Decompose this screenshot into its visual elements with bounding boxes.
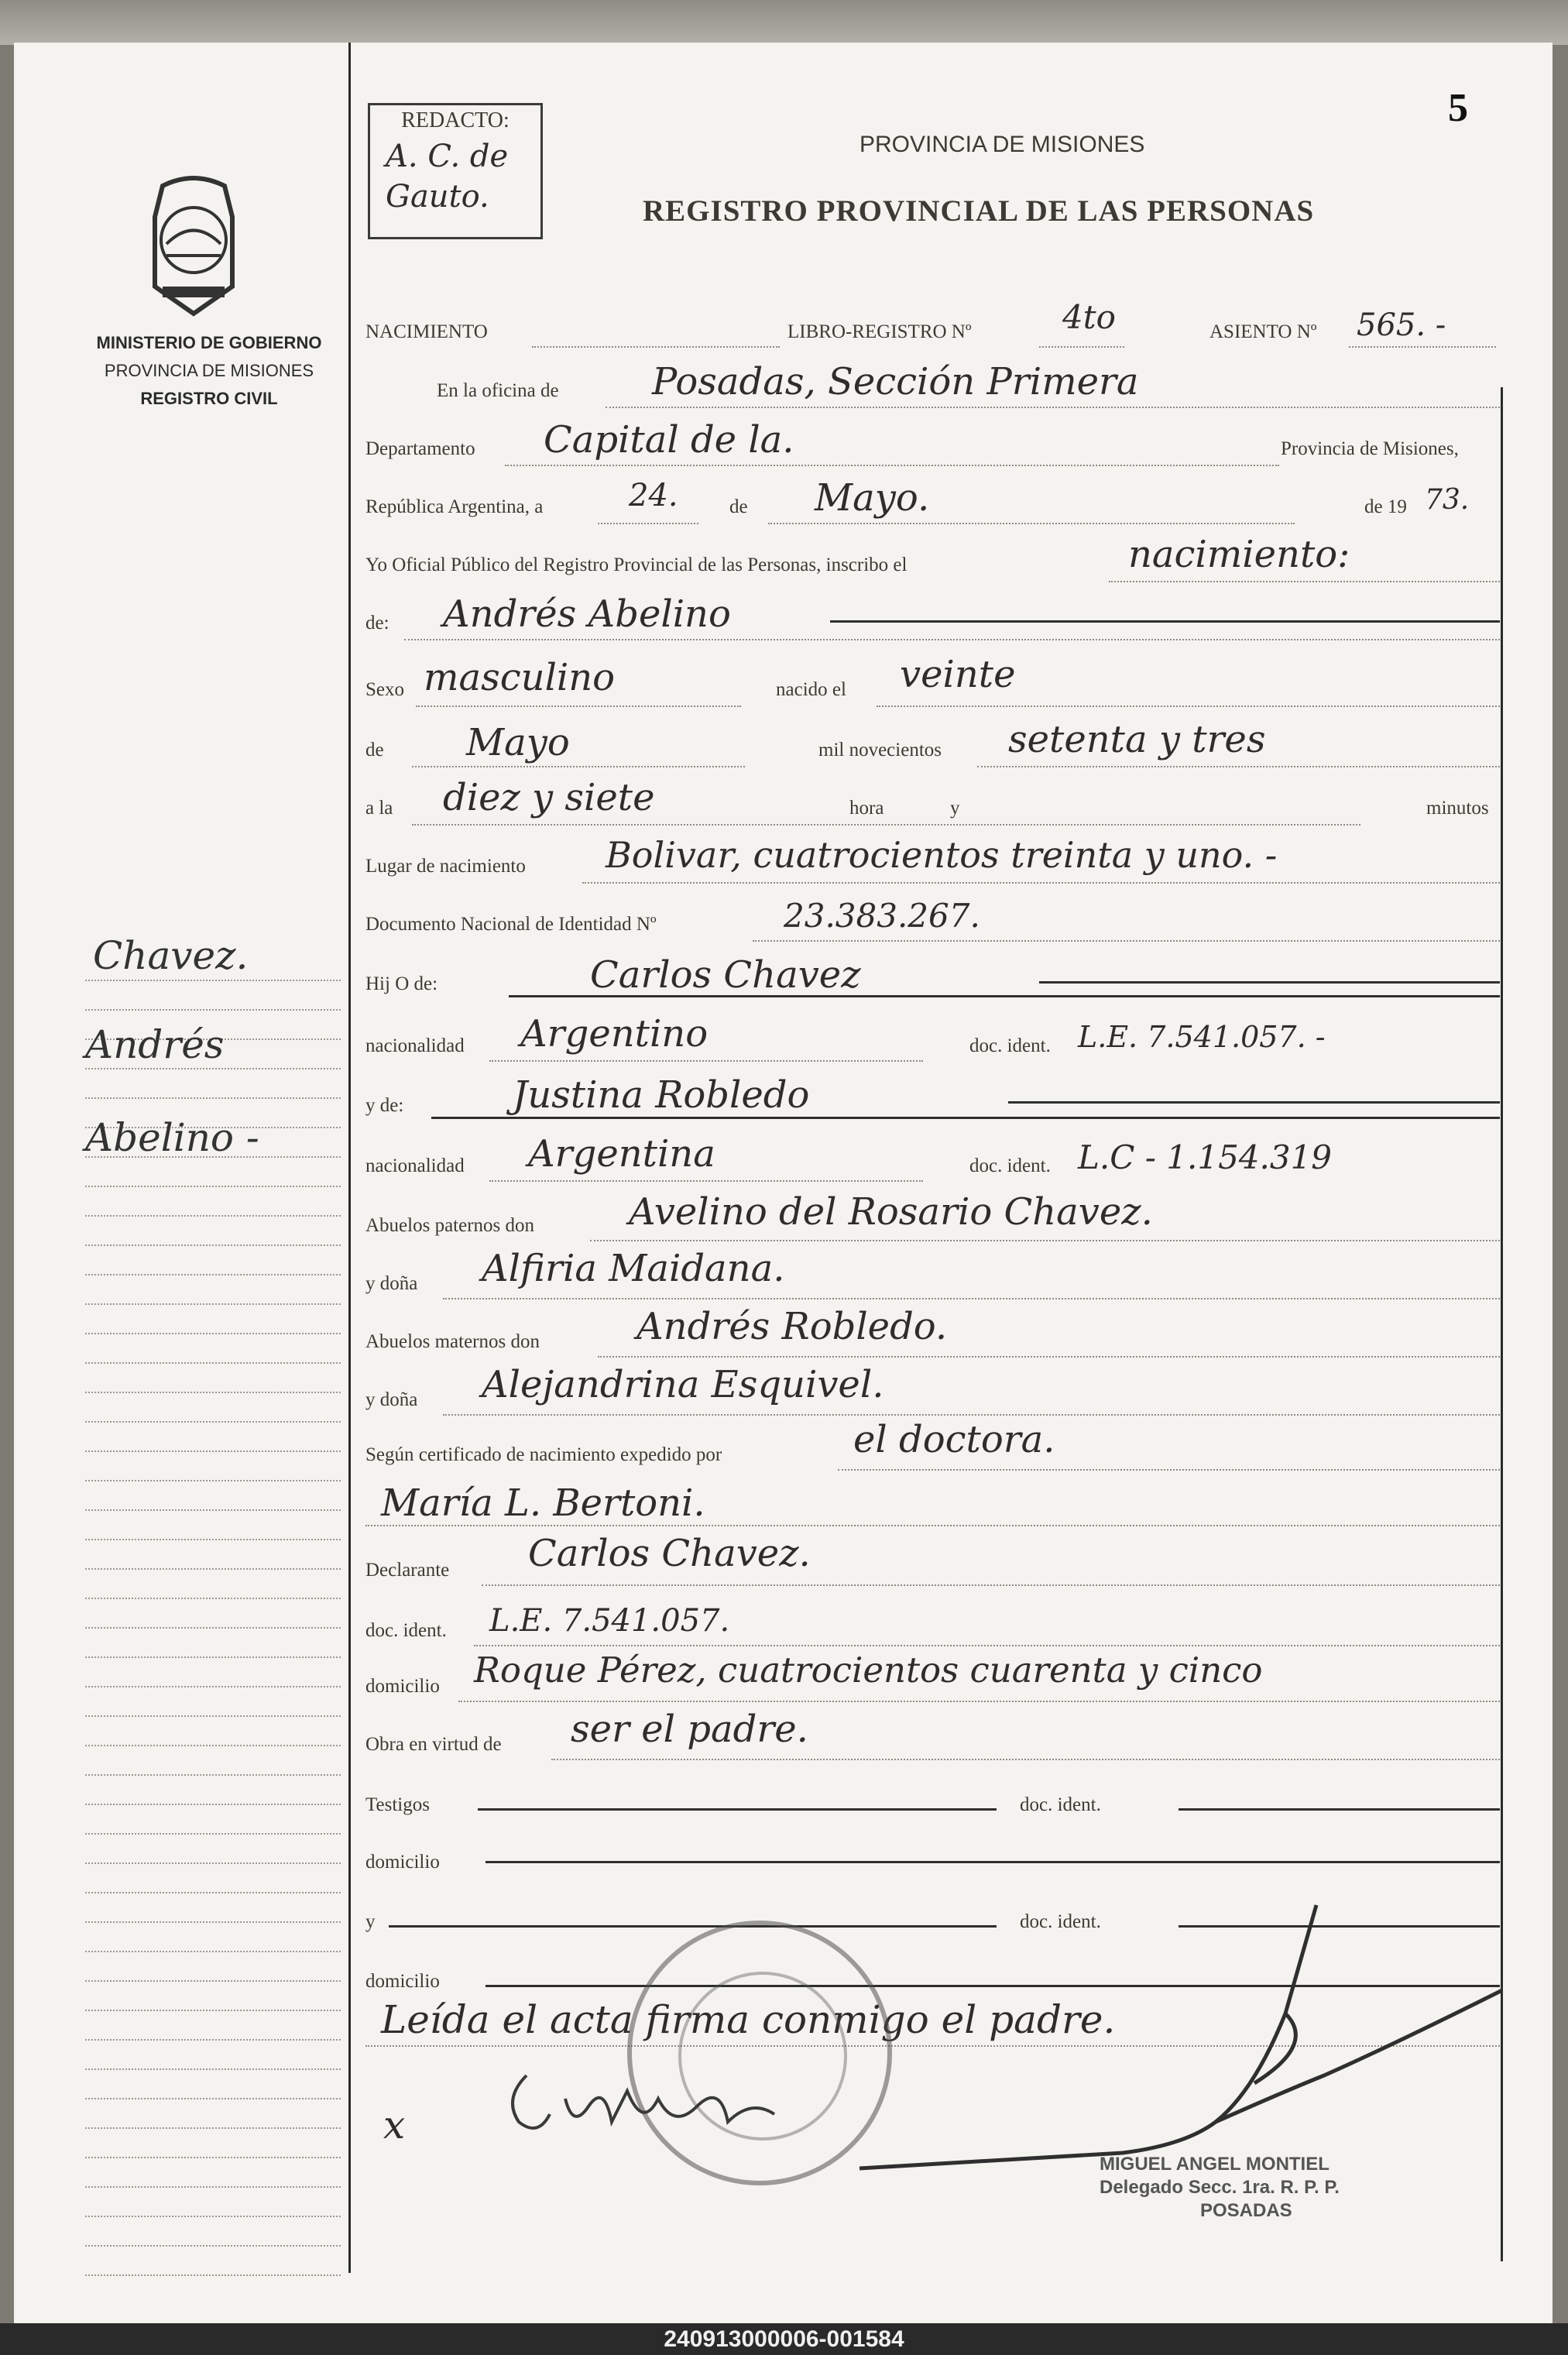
asiento-label: ASIENTO Nº	[1209, 321, 1317, 342]
margin-ruled-line	[85, 1980, 341, 1982]
page-number: 5	[1448, 86, 1468, 130]
margin-ruled-line	[85, 1656, 341, 1658]
row-nac1	[365, 1012, 1504, 1065]
margin-ruled-line	[85, 1715, 341, 1717]
sexo-label: Sexo	[365, 679, 404, 700]
margin-ruled-line	[85, 1421, 341, 1423]
margin-ruled-line	[85, 2098, 341, 2099]
padre-value: Carlos Chavez	[590, 953, 861, 997]
leida-value: Leída el acta firma conmigo el padre.	[381, 1997, 1116, 2042]
margin-ruled-line	[85, 1627, 341, 1629]
doc3-line	[474, 1645, 1500, 1646]
yde-label: y de:	[365, 1095, 404, 1116]
abm-line	[598, 1356, 1500, 1358]
row-testigos	[365, 1777, 1504, 1824]
yo-label: Yo Oficial Público del Registro Provincial de las Personas, inscribo el	[365, 554, 908, 575]
declarante-value: Carlos Chavez.	[528, 1532, 811, 1575]
domicilio2-label: domicilio	[365, 1852, 440, 1873]
margin-ruled-line	[85, 2216, 341, 2217]
asiento-line	[1349, 346, 1496, 348]
margin-ruled-line	[85, 1921, 341, 1923]
row-oficina	[365, 360, 1504, 414]
nac1-line	[489, 1060, 923, 1062]
doc2-value: L.C - 1.154.319	[1078, 1138, 1333, 1176]
republica-label: República Argentina, a	[365, 496, 544, 517]
margin-ruled-line	[85, 1068, 341, 1069]
margin-ruled-line	[85, 1009, 341, 1011]
row-lugar	[365, 834, 1504, 887]
margin-ruled-line	[85, 1097, 341, 1099]
margin-ruled-line	[85, 1509, 341, 1511]
libro-value: 4to	[1062, 298, 1116, 336]
nac1-label: nacionalidad	[365, 1035, 465, 1056]
declarante-line	[482, 1584, 1500, 1586]
row-dni	[365, 898, 1504, 945]
dni-value: 23.383.267.	[784, 897, 980, 935]
margin-ruled-line	[85, 2157, 341, 2158]
margin-ruled-line	[85, 1480, 341, 1481]
margin-ruled-line	[85, 1745, 341, 1746]
domicilio-value: Roque Pérez, cuatrocientos cuarenta y cinco	[474, 1650, 1263, 1691]
lugar-value: Bolivar, cuatrocientos treinta y uno. -	[606, 834, 1278, 876]
redacto-value: A. C. de Gauto.	[386, 139, 509, 215]
margin-ruled-line	[85, 1333, 341, 1334]
row-hora	[365, 776, 1504, 829]
margin-ruled-line	[85, 1392, 341, 1393]
row-departamento	[365, 418, 1504, 472]
margin-ruled-line	[85, 1362, 341, 1364]
padre-solid-line	[1039, 981, 1500, 984]
row-certificado	[365, 1418, 1504, 1475]
nac1-value: Argentino	[520, 1012, 709, 1056]
obra-line	[551, 1759, 1500, 1760]
dia-line	[598, 523, 698, 524]
row-abuela-materna	[365, 1363, 1504, 1417]
ala-label: a la	[365, 798, 393, 819]
abp-value: Avelino del Rosario Chavez.	[629, 1190, 1153, 1234]
lugar-label: Lugar de nacimiento	[365, 856, 526, 877]
asiento-value: 565. -	[1357, 307, 1446, 343]
abm-label: Abuelos maternos don	[365, 1331, 540, 1352]
anio2-line	[977, 766, 1500, 767]
ydona2-label: y doña	[365, 1389, 418, 1410]
official-name: MIGUEL ANGEL MONTIEL	[1100, 2154, 1330, 2175]
abp2-value: Alfiria Maidana.	[482, 1247, 785, 1290]
margin-ruled-line	[85, 1774, 341, 1776]
obra-label: Obra en virtud de	[365, 1734, 502, 1755]
anio-label: de 19	[1364, 496, 1407, 517]
sexo-value: masculino	[424, 656, 616, 699]
nac2-line	[489, 1180, 923, 1182]
margin-ruled-line	[85, 1804, 341, 1805]
margin-divider	[348, 43, 351, 2273]
nacimiento-line	[532, 346, 780, 348]
segun-label: Según certificado de nacimiento expedido por	[365, 1444, 722, 1465]
minutos-label: minutos	[1426, 798, 1489, 819]
dni-label: Documento Nacional de Identidad Nº	[365, 914, 657, 935]
docident4-label: doc. ident.	[1020, 1794, 1101, 1815]
y2-label: y	[365, 1911, 376, 1932]
hora-value: diez y siete	[443, 776, 655, 819]
hijo-label: Hij O de:	[365, 973, 438, 994]
abp-line	[590, 1240, 1500, 1241]
nac2-value: Argentina	[528, 1132, 715, 1176]
margin-ruled-line	[85, 2186, 341, 2188]
nombre-line	[404, 639, 1500, 640]
docident4-line	[1179, 1808, 1500, 1811]
abp-label: Abuelos paternos don	[365, 1215, 535, 1236]
hora-label: hora	[849, 798, 884, 819]
margin-ruled-line	[85, 1303, 341, 1305]
margin-ruled-line	[85, 1951, 341, 1952]
de-label-3: de	[365, 740, 384, 760]
sexo-line	[416, 705, 741, 707]
redacto-box	[368, 103, 543, 239]
ministry-line-1: MINISTERIO DE GOBIERNO	[96, 333, 322, 352]
row-nombre	[365, 592, 1504, 647]
nacido-value: veinte	[900, 653, 1016, 696]
de-label: de	[729, 496, 748, 517]
docident3-label: doc. ident.	[365, 1620, 447, 1641]
domicilio-line	[458, 1701, 1500, 1702]
margin-surname: Chavez.	[93, 933, 249, 978]
ministry-block	[70, 329, 348, 413]
anio2-value: setenta y tres	[1008, 718, 1266, 761]
nombre-solid-line	[830, 620, 1500, 623]
abp2-line	[443, 1298, 1500, 1299]
nac2-label: nacionalidad	[365, 1155, 465, 1176]
row-nacimiento	[365, 298, 1504, 360]
ministry-line-3: REGISTRO CIVIL	[140, 389, 278, 408]
row-domicilio	[365, 1650, 1504, 1704]
redacto-label: REDACTO:	[401, 108, 510, 132]
libro-line	[1039, 346, 1124, 348]
anio-value: 73.	[1425, 484, 1470, 516]
footer-id: 240913000006-001584	[0, 2323, 1568, 2355]
row-declarante	[365, 1532, 1504, 1588]
margin-ruled-line	[85, 1450, 341, 1452]
docident-label: doc. ident.	[969, 1035, 1051, 1056]
nacido-line	[877, 705, 1500, 707]
domicilio3-label: domicilio	[365, 1971, 440, 1992]
domicilio2-line	[485, 1861, 1500, 1863]
oficina-value: Posadas, Sección Primera	[652, 360, 1139, 403]
row-inscribo	[365, 533, 1504, 589]
inscribo-value: nacimiento:	[1128, 533, 1350, 576]
mes-value: Mayo.	[815, 476, 930, 520]
docident5-label: doc. ident.	[1020, 1911, 1101, 1932]
madre-line	[431, 1117, 1500, 1119]
row-abuelos-paternos	[365, 1190, 1504, 1243]
mes-line	[768, 523, 1295, 524]
dni-line	[753, 940, 1500, 942]
margin-ruled-line	[85, 2127, 341, 2129]
declarante-label: Declarante	[365, 1560, 450, 1581]
testigos-label: Testigos	[365, 1794, 430, 1815]
de-label-2: de:	[365, 613, 389, 633]
margin-ruled-line	[85, 980, 341, 981]
departamento-value: Capital de la.	[544, 418, 794, 462]
segun-line	[838, 1469, 1500, 1471]
segun-value: el doctora.	[853, 1418, 1055, 1461]
oficina-label: En la oficina de	[437, 380, 559, 401]
provincia-suffix: Provincia de Misiones,	[1281, 438, 1459, 459]
lugar-line	[582, 882, 1500, 884]
margin-ruled-line	[85, 1274, 341, 1275]
dia-value: 24.	[629, 478, 678, 513]
mil-label: mil novecientos	[818, 740, 942, 760]
y-label: y	[950, 798, 960, 819]
official-role: Delegado Secc. 1ra. R. P. P.	[1100, 2177, 1340, 2198]
official-block	[1100, 2153, 1340, 2223]
abm-value: Andrés Robledo.	[636, 1305, 948, 1348]
row-domicilio2	[365, 1839, 1504, 1886]
madre-value: Justina Robledo	[513, 1073, 810, 1117]
departamento-label: Departamento	[365, 438, 475, 459]
ministry-line-2: PROVINCIA DE MISIONES	[104, 361, 314, 380]
row-nac2	[365, 1132, 1504, 1185]
row-docident3	[365, 1603, 1504, 1650]
medico-value: María L. Bertoni.	[381, 1481, 705, 1525]
margin-first-name: Andrés	[85, 1022, 225, 1067]
row-sexo	[365, 653, 1504, 709]
provincial-seal-icon	[132, 170, 256, 318]
ydona1-label: y doña	[365, 1273, 418, 1294]
margin-ruled-line	[85, 1598, 341, 1599]
row-medico	[365, 1483, 1504, 1529]
domicilio-label: domicilio	[365, 1676, 440, 1697]
province-title: PROVINCIA DE MISIONES	[859, 132, 1145, 157]
row-abuela-paterna	[365, 1247, 1504, 1301]
margin-ruled-line	[85, 1833, 341, 1835]
top-edge	[0, 0, 1568, 45]
margin-ruled-line	[85, 1215, 341, 1217]
margin-ruled-line	[85, 1186, 341, 1187]
nacimiento-label: NACIMIENTO	[365, 321, 488, 342]
medico-line	[365, 1525, 1500, 1526]
obra-value: ser el padre.	[571, 1708, 808, 1751]
abm2-line	[443, 1414, 1500, 1416]
margin-ruled-line	[85, 2010, 341, 2011]
declarant-signature-icon	[496, 2052, 844, 2161]
libro-label: LIBRO-REGISTRO Nº	[787, 321, 972, 342]
row-anio	[365, 718, 1504, 771]
margin-ruled-line	[85, 1244, 341, 1246]
margin-second-name: Abelino -	[85, 1115, 259, 1160]
oficina-line	[606, 407, 1500, 408]
doc1-value: L.E. 7.541.057. -	[1078, 1020, 1326, 1054]
hora-line	[412, 824, 1360, 826]
docident2-label: doc. ident.	[969, 1155, 1051, 1176]
padre-line	[509, 995, 1500, 997]
testigos-line	[478, 1808, 997, 1811]
row-padre	[365, 953, 1504, 1003]
doc3-value: L.E. 7.541.057.	[489, 1603, 730, 1639]
madre-solid-line	[1008, 1101, 1500, 1104]
official-signature-icon	[852, 1890, 1518, 2184]
firma-x-mark: x	[383, 2103, 406, 2147]
official-city: POSADAS	[1200, 2200, 1292, 2221]
margin-ruled-line	[85, 2039, 341, 2041]
row-abuelos-maternos	[365, 1305, 1504, 1359]
row-madre	[365, 1073, 1504, 1123]
margin-ruled-line	[85, 1892, 341, 1893]
margin-ruled-line	[85, 1862, 341, 1864]
departamento-line	[505, 465, 1279, 466]
abm2-value: Alejandrina Esquivel.	[482, 1363, 884, 1406]
mes2-value: Mayo	[466, 721, 570, 764]
mes2-line	[412, 766, 745, 767]
inscribo-line	[1109, 581, 1500, 582]
margin-ruled-line	[85, 2274, 341, 2276]
margin-ruled-line	[85, 1686, 341, 1687]
row-fecha	[365, 476, 1504, 530]
margin-ruled-line	[85, 2245, 341, 2247]
nombre-value: Andrés Abelino	[443, 592, 731, 636]
margin-ruled-line	[85, 1568, 341, 1570]
row-obra	[365, 1708, 1504, 1762]
margin-ruled-line	[85, 1539, 341, 1540]
registry-title: REGISTRO PROVINCIAL DE LAS PERSONAS	[643, 194, 1315, 228]
margin-ruled-line	[85, 2068, 341, 2070]
nacido-label: nacido el	[776, 679, 846, 700]
